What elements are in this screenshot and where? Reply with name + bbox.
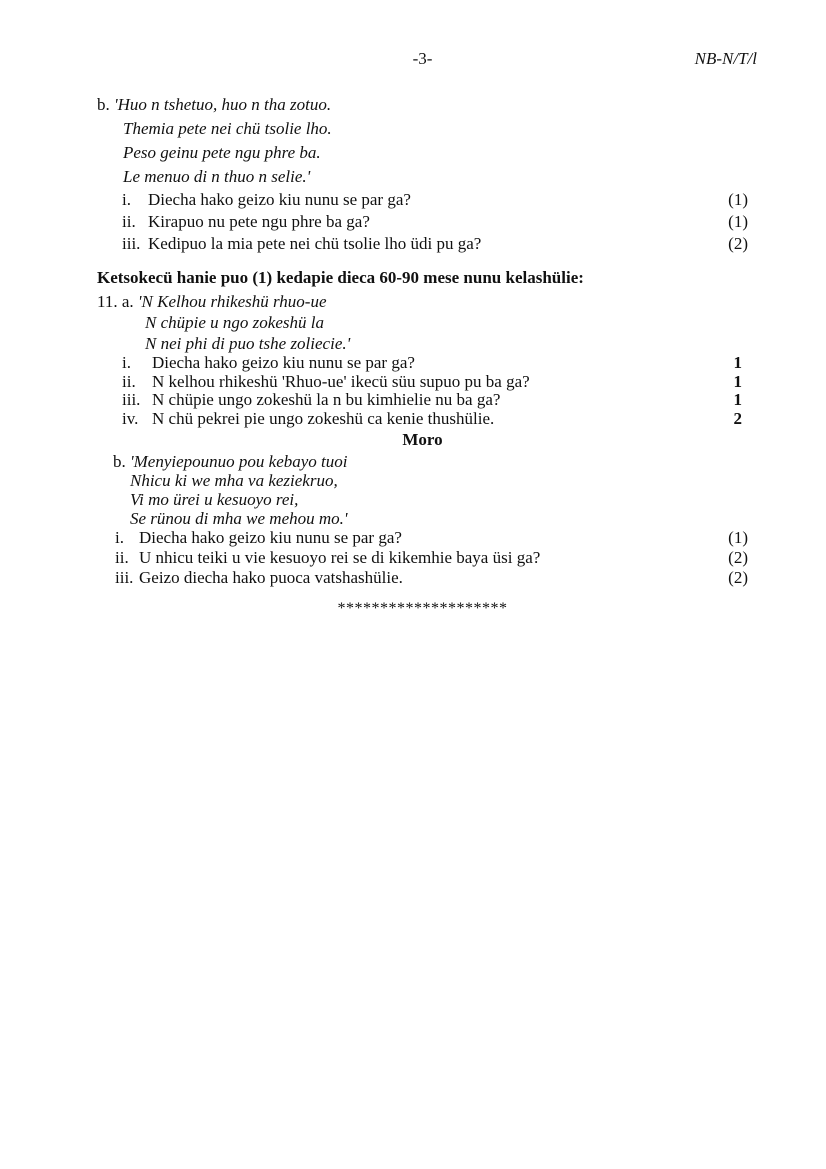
poem-line: Vi mo ürei u kesuoyo rei, [130,490,299,509]
section-10b [97,93,748,255]
page-header [97,48,757,69]
marks-value: (2) [728,568,748,587]
poem-line [97,291,748,312]
question-text: Diecha hako geizo kiu nunu se par ga? [148,190,411,209]
question-number: iv. [122,408,139,428]
question-number: i. [122,353,131,372]
question-text: N kelhou rhikeshü 'Rhuo-ue' ikecü süu supuo pu ba ga? [152,371,530,391]
section-label: b. [97,95,114,114]
question-row [122,211,748,233]
question-row [115,568,748,588]
question-row [122,373,748,392]
question-list [115,528,748,588]
poem-line: Le menuo di n thuo n selie.' [123,167,311,186]
poem-line: Nhicu ki we mha va keziekruo, [130,471,338,490]
marks-value: (1) [728,528,748,547]
question-row [122,410,748,429]
question-row [115,548,748,568]
question-number: ii. [115,548,129,567]
question-text: U nhicu teiki u vie kesuoyo rei se di kikemhie baya üsi ga? [139,548,541,567]
question-row [122,391,748,410]
question-text: Geizo diecha hako puoca vatshashülie. [139,568,403,587]
question-number: i. [115,528,124,547]
poem-text: 'N Kelhou rhikeshü rhuo-ue [137,292,327,311]
question-list [122,189,748,255]
question-number: iii. [122,390,141,409]
question-row [122,354,748,373]
question-text: Diecha hako geizo kiu nunu se par ga? [139,528,402,547]
poem-line: Peso geinu pete ngu phre ba. [123,143,321,162]
marks-value: (1) [728,190,748,209]
question-text: N chü pekrei pie ungo zokeshü ca kenie thushülie. [152,408,495,428]
poem-line: Se rünou di mha we mehou mo.' [130,509,348,528]
marks-value: (2) [728,234,748,253]
question-text: Diecha hako geizo kiu nunu se par ga? [152,353,415,372]
question-text: N chüpie ungo zokeshü la n bu kimhielie nu ba ga? [152,390,501,409]
question-number: iii. [115,568,134,587]
marks-value: (1) [728,212,748,231]
question-number: iii. [122,234,141,253]
page-number: -3- [412,49,433,68]
marks-value: 1 [733,353,742,372]
end-of-paper-asterisks: ******************** [337,600,508,617]
section-label: 11. a. [97,292,138,311]
section-11a [97,291,748,428]
paper-code: NB-N/T/l [694,49,757,68]
or-separator: Moro [402,430,443,449]
section-label: b. [113,452,130,471]
question-number: i. [122,190,131,209]
section-11b [97,452,748,588]
marks-value: 2 [733,408,742,428]
poem-line: Themia pete nei chü tsolie lho. [123,119,332,138]
marks-value: 1 [733,390,742,409]
question-text: Kedipuo la mia pete nei chü tsolie lho üdi pu ga? [148,234,482,253]
instruction-heading: Ketsokecü hanie puo (1) kedapie dieca 60-90 mese nunu kelashülie: [97,268,584,287]
poem-line: N nei phi di puo tshe zoliecie.' [145,334,351,353]
question-list [122,354,748,428]
poem-line: N chüpie u ngo zokeshü la [145,313,324,332]
question-row [122,189,748,211]
poem-text: 'Menyiepounuo pou kebayo tuoi [130,452,348,471]
question-row [115,528,748,548]
marks-value: (2) [728,548,748,567]
question-row [122,233,748,255]
question-number: ii. [122,371,136,391]
poem-line [97,93,748,117]
question-number: ii. [122,212,136,231]
question-text: Kirapuo nu pete ngu phre ba ga? [148,212,370,231]
poem-text: 'Huo n tshetuo, huo n tha zotuo. [114,95,332,114]
marks-value: 1 [733,371,742,391]
poem-line [113,452,748,471]
